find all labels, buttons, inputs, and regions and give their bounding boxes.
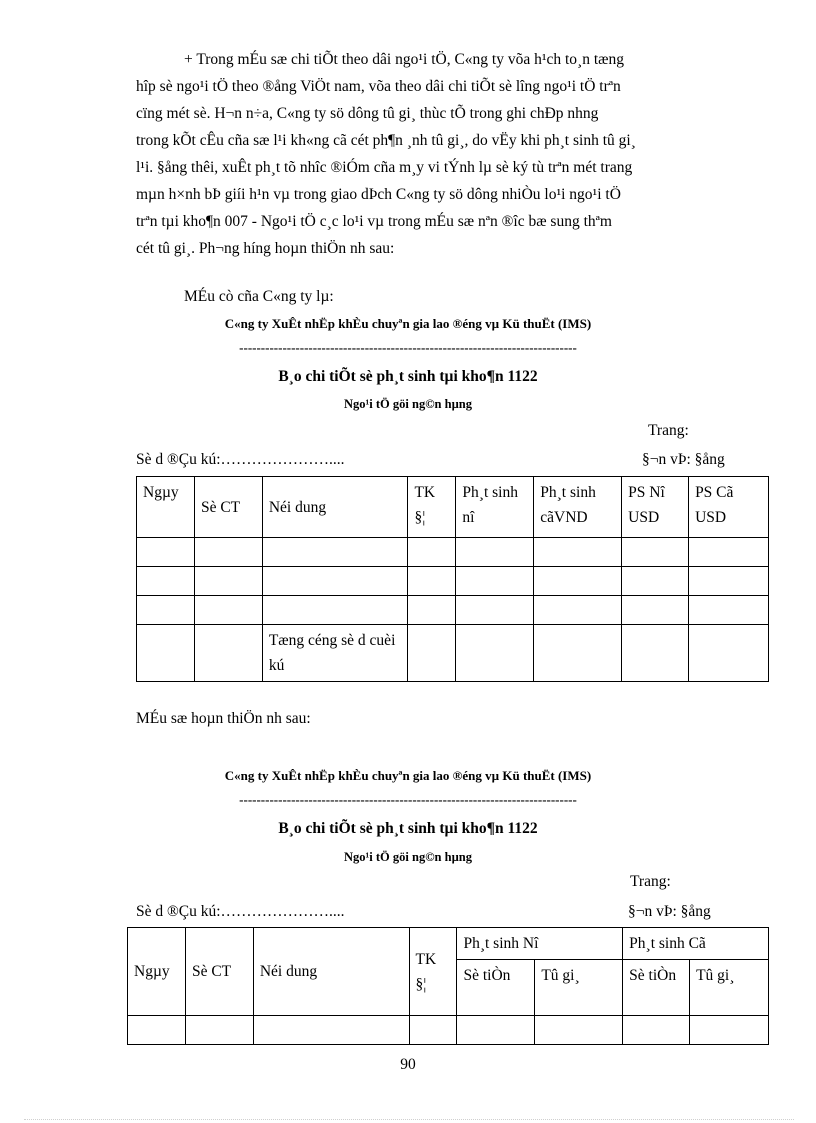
header-cell: Ph¸t sinh cãVND xyxy=(534,477,622,538)
footer-divider xyxy=(24,1119,794,1120)
paragraph-line: cét tû gi¸. Ph¬ng híng hoµn thiÖn nh sau: xyxy=(136,240,395,257)
paragraph-line: l¹i. §ång thêi, xuÊt ph¸t tõ nhîc ®iÓm cña m¸y vi tÝnh lµ sè ký tù trªn mét trang xyxy=(136,159,633,176)
table-header-row xyxy=(137,477,769,538)
form1-company: C«ng ty XuÊt nhËp khÈu chuyªn gia lao ®éng vµ Kü thuËt (IMS) xyxy=(224,316,592,331)
paragraph-line: + Trong mÉu sæ chi tiÕt theo dâi ngo¹i tÖ, C«ng ty võa h¹ch to¸n tæng xyxy=(184,51,624,68)
header-cell: Ngµy xyxy=(128,928,186,1016)
form1-page-label: Trang: xyxy=(648,422,689,439)
subheader-cell: Tû gi¸ xyxy=(690,960,769,1016)
form1-opening-balance: Sè d ®Çu kú:………………….... xyxy=(136,451,345,468)
table-total-row xyxy=(137,625,769,682)
form1-separator: ------------------------------------------------------------------------------ xyxy=(239,340,577,355)
new-form-label: MÉu sæ hoµn thiÖn nh sau: xyxy=(136,710,311,727)
table-row xyxy=(137,567,769,596)
header-cell: Néi dung xyxy=(262,477,408,538)
header-cell: TK §¦ xyxy=(408,477,456,538)
form2-subtitle: Ngo¹i tÖ göi ng©n hµng xyxy=(344,850,472,864)
subheader-cell: Tû gi¸ xyxy=(535,960,623,1016)
form2-opening-balance: Sè d ®Çu kú:………………….... xyxy=(136,903,345,920)
form2-company: C«ng ty XuÊt nhËp khÈu chuyªn gia lao ®éng vµ Kü thuËt (IMS) xyxy=(224,768,592,783)
group-header-debit: Ph¸t sinh Nî xyxy=(457,928,623,960)
form1-table xyxy=(136,476,769,682)
header-cell: PS Cã USD xyxy=(689,477,769,538)
table-header-row xyxy=(128,928,769,960)
paragraph-line: trªn tµi kho¶n 007 - Ngo¹i tÖ c¸c lo¹i vµ trong mÉu sæ nªn ®îc bæ sung thªm xyxy=(136,213,612,230)
page-number: 90 xyxy=(400,1056,416,1073)
old-form-label: MÉu cò cña C«ng ty lµ: xyxy=(184,288,334,305)
paragraph-line: cïng mét sè. H¬n n÷a, C«ng ty sö dông tû gi¸ thùc tÕ trong ghi chÐp nhng xyxy=(136,105,599,122)
table-row xyxy=(137,596,769,625)
form2-unit: §¬n vÞ: §ång xyxy=(628,903,711,920)
header-cell: TK §¦ xyxy=(409,928,457,1016)
table-row xyxy=(137,538,769,567)
subheader-cell: Sè tiÒn xyxy=(623,960,690,1016)
header-cell: Ph¸t sinh nî xyxy=(456,477,534,538)
paragraph-line: hîp sè ngo¹i tÖ theo ®ång ViÖt nam, võa theo dâi chi tiÕt sè lîng ngo¹i tÖ trªn xyxy=(136,78,621,95)
paragraph-line: trong kÕt cÊu cña sæ l¹i kh«ng cã cét ph¶n ¸nh tû gi¸, do vËy khi ph¸t sinh tû gi¸ xyxy=(136,132,636,149)
form1-unit: §¬n vÞ: §ång xyxy=(642,451,725,468)
paragraph-line: mµn h×nh bÞ giíi h¹n vµ trong giao dÞch C«ng ty sö dông nhiÒu lo¹i ngo¹i tÖ xyxy=(136,186,621,203)
header-cell: Néi dung xyxy=(253,928,409,1016)
header-cell: Sè CT xyxy=(194,477,262,538)
group-header-credit: Ph¸t sinh Cã xyxy=(623,928,769,960)
form2-page-label: Trang: xyxy=(630,873,671,890)
form2-title: B¸o chi tiÕt sè ph¸t sinh tµi kho¶n 1122 xyxy=(278,820,538,837)
header-cell: Sè CT xyxy=(185,928,253,1016)
subheader-cell: Sè tiÒn xyxy=(457,960,535,1016)
form2-separator: ------------------------------------------------------------------------------ xyxy=(239,792,577,807)
header-cell: Ngµy xyxy=(137,477,195,538)
table-row xyxy=(128,1016,769,1045)
header-cell: PS Nî USD xyxy=(622,477,689,538)
form2-table xyxy=(127,927,769,1045)
form1-subtitle: Ngo¹i tÖ göi ng©n hµng xyxy=(344,397,472,411)
form1-title: B¸o chi tiÕt sè ph¸t sinh tµi kho¶n 1122 xyxy=(278,368,538,385)
intro-paragraph xyxy=(136,46,758,262)
total-row-label: Tæng céng sè d cuèi kú xyxy=(262,625,408,682)
